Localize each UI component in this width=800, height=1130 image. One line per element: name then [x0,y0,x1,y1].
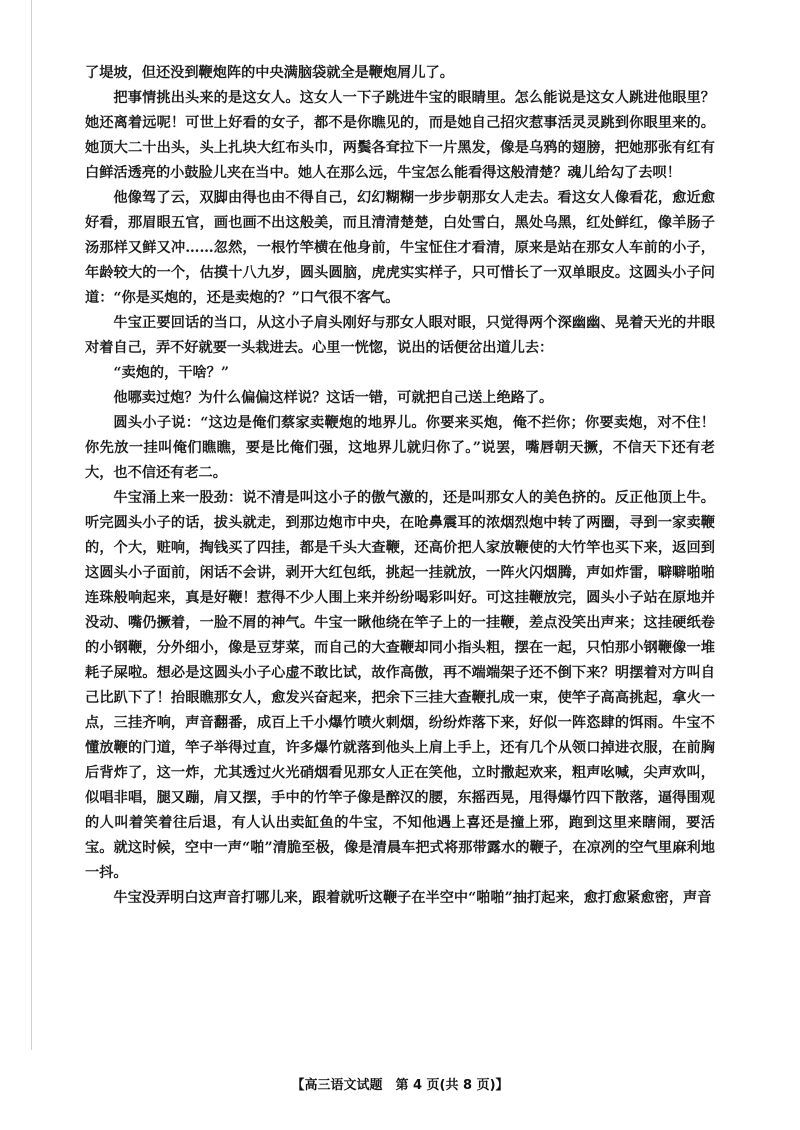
paragraph: 他哪卖过炮？为什么偏偏这样说？这话一错，可就把自己送上绝路了。 [113,390,554,406]
binding-margin-line [31,0,32,1050]
story-text [85,61,715,911]
page-footer: 【高三语文试题 第 4 页(共 8 页)】 [291,1078,509,1093]
paragraph: 把事情挑出头来的是这女人。这女人一下子跳进牛宝的眼睛里。怎么能说是这女人跳进他眼里？她还离着远呢！可世上好看的女子，都不是你瞧见的，而是她自己招灾惹事活灵灵跳到你眼里来的。她顶大二十出头，头上扎块大红布头巾，两鬓各耷拉下一片黑发，像是乌鸦的翅膀，把她那张有红有白鲜活透亮的小鼓脸儿夹在当中。她人在那么远，牛宝怎么能看得这般清楚？魂儿给勾了去呗！ [85,90,715,181]
paragraph: 牛宝正要回话的当口，从这小子肩头刚好与那女人眼对眼，只觉得两个深幽幽、晃着天光的井眼对着自己，弄不好就要一头栽进去。心里一恍惚，说出的话便岔出道儿去： [85,315,715,356]
paragraph: 他像驾了云，双脚由得也由不得自己，幻幻糊糊一步步朝那女人走去。看这女人像看花，愈近愈好看，那眉眼五官，画也画不出这般美，而且清清楚楚，白处雪白，黑处乌黑，红处鲜红，像羊肠子汤那样又鲜又冲……忽然，一根竹竿横在他身前，牛宝怔住才看清，原来是站在那女人车前的小子，年龄较大的一个，估摸十八九岁，圆头圆脑，虎虎实实样子，只可惜长了一双单眼皮。这圆头小子问道：“你是买炮的，还是卖炮的？”口气很不客气。 [85,190,715,306]
paragraph: “卖炮的，干啥？” [113,365,230,381]
paragraph: 牛宝没弄明白这声音打哪儿来，跟着就听这鞭子在半空中“啪啪”抽打起来，愈打愈紧愈密，声音 [113,890,712,906]
paragraph: 圆头小子说：“这边是俺们蔡家卖鞭炮的地界儿。你要来买炮，俺不拦你；你要卖炮，对不住！你先放一挂叫俺们瞧瞧，要是比俺们强，这地界儿就归你了。”说罢，嘴唇朝天撅，不信天下还有老大，也不信还有老二。 [85,415,715,481]
paragraph: 了堤坡，但还没到鞭炮阵的中央满脑袋就全是鞭炮屑儿了。 [85,65,454,81]
paragraph: 牛宝涌上来一股劲：说不清是叫这小子的傲气激的，还是叫那女人的美色挤的。反正他顶上牛。听完圆头小子的话，拔头就走，到那边炮市中央，在呛鼻震耳的浓烟烈炮中转了两圈，寻到一家卖鞭的，个大，赃响，掏钱买了四挂，都是千头大查鞭，还高价把人家放鞭使的大竹竿也买下来，返回到这圆头小子面前，闲话不会讲，剥开大红包纸，挑起一挂就放，一阵火闪烟腾，声如炸雷，噼噼啪啪连珠般响起来，真是好鞭！惹得不少人围上来并纷纷喝彩叫好。可这挂鞭放完，圆头小子站在原地并没动、嘴仍撅着，一脸不屑的神气。牛宝一瞅他绕在竿子上的一挂鞭，差点没笑出声来；这挂硬纸卷的小钢鞭，分外细小，像是豆芽菜，而自己的大查鞭却同小指头粗，摆在一起，只怕那小钢鞭像一堆耗子屎啦。想必是这圆头小子心虚不敢比试，故作高傲，再不端端架子还不倒下来？明摆着对方叫自己比趴下了！抬眼瞧那女人，愈发兴奋起来，把余下三挂大查鞭扎成一束，使竿子高高挑起，拿火一点，三挂齐响，声音翻番，成百上千小爆竹喷火刺烟，纷纷炸落下来，好似一阵恣肆的饵雨。牛宝不懂放鞭的门道，竿子举得过直，许多爆竹就落到他头上肩上手上，还有几个从领口掉进衣服，在前胸后背炸了，这一炸，尤其透过火光硝烟看见那女人正在笑他，立时撒起欢来，粗声吆喊，尖声欢叫，似唱非唱，腿又蹦，肩又摆，手中的竹竿子像是醉汉的腰，东摇西晃，甩得爆竹四下散落，逼得围观的人叫着笑着往后退，有人认出卖缸鱼的牛宝，不知他遇上喜还是撞上邪，跑到这里来瞎闹，要活宝。就这时候，空中一声“啪”清脆至极，像是清晨车把式将那带露水的鞭子，在凉冽的空气里麻利地一抖。 [85,490,715,881]
